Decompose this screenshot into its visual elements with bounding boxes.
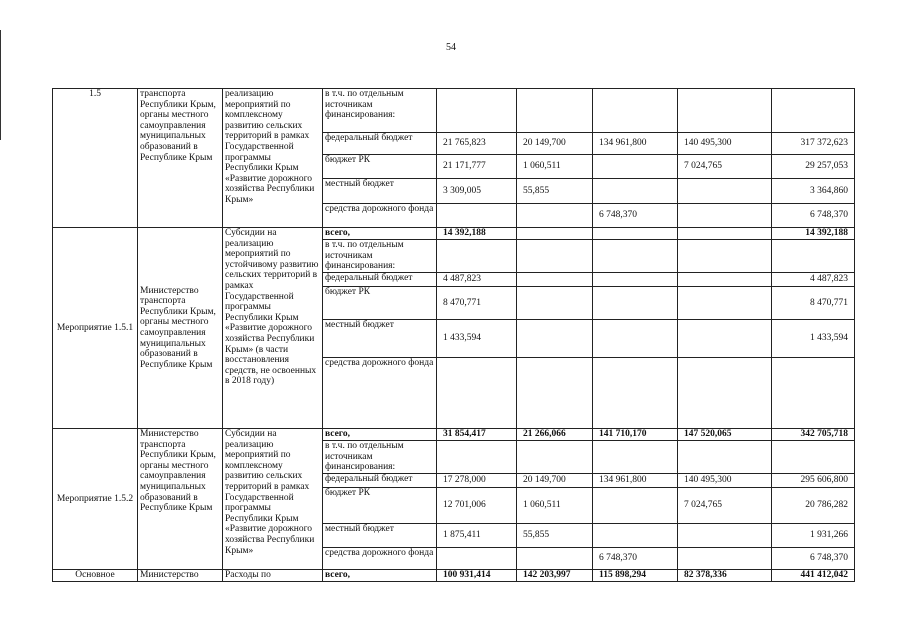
amount-y2020: 1 060,511 [517, 488, 593, 524]
amount-y2022 [678, 524, 772, 548]
funding-source: местный бюджет [323, 320, 437, 358]
amount-y2022 [678, 204, 772, 228]
amount-total [772, 441, 855, 474]
amount-y2021 [593, 524, 678, 548]
amount-y2021 [593, 287, 678, 320]
amount-total: 441 412,042 [772, 570, 855, 582]
amount-y2019: 31 854,417 [437, 429, 517, 441]
amount-y2019: 21 171,777 [437, 155, 517, 179]
amount-total: 3 364,860 [772, 179, 855, 204]
measure-index: Основное [53, 570, 138, 582]
amount-y2020: 55,855 [517, 179, 593, 204]
funding-source: федеральный бюджет [323, 273, 437, 287]
funding-source: средства дорожного фонда [323, 358, 437, 429]
amount-y2019: 1 433,594 [437, 320, 517, 358]
amount-y2021: 6 748,370 [593, 548, 678, 570]
executor-cell: Министерство транспорта Республики Крым, органы местного самоуправления муниципальных образований в Республике Крым [138, 429, 223, 570]
amount-y2019: 12 701,006 [437, 488, 517, 524]
amount-y2021 [593, 358, 678, 429]
amount-y2022 [678, 358, 772, 429]
measure-index: 1.5 [53, 89, 138, 228]
amount-y2021 [593, 441, 678, 474]
amount-y2022: 140 495,300 [678, 133, 772, 155]
amount-y2020: 55,855 [517, 524, 593, 548]
amount-y2021 [593, 179, 678, 204]
amount-y2020 [517, 204, 593, 228]
action-cell: Субсидии на реализацию мероприятий по устойчивому развитию сельских территорий в рамках Государственной программы Республики Крым «Развитие дорожного хозяйства Республики Крым» (в части восстановления средств, не освоенных в 2018 году) [223, 228, 323, 429]
table-row [53, 570, 855, 582]
amount-y2022 [678, 320, 772, 358]
amount-y2020 [517, 441, 593, 474]
amount-y2020 [517, 273, 593, 287]
amount-total: 8 470,771 [772, 287, 855, 320]
executor-cell: Министерство транспорта Республики Крым, органы местного самоуправления муниципальных образований в Республике Крым [138, 228, 223, 429]
amount-y2019 [437, 89, 517, 133]
funding-source: местный бюджет [323, 524, 437, 548]
amount-y2019: 21 765,823 [437, 133, 517, 155]
amount-y2020 [517, 228, 593, 240]
amount-y2022 [678, 240, 772, 273]
amount-total: 342 705,718 [772, 429, 855, 441]
measure-index: Мероприятие 1.5.2 [53, 429, 138, 570]
amount-y2020: 1 060,511 [517, 155, 593, 179]
amount-y2021 [593, 89, 678, 133]
amount-total: 6 748,370 [772, 204, 855, 228]
amount-y2019 [437, 204, 517, 228]
amount-y2019: 8 470,771 [437, 287, 517, 320]
amount-y2021: 141 710,170 [593, 429, 678, 441]
amount-total: 1 931,266 [772, 524, 855, 548]
action-cell: реализацию мероприятий по комплексному развитию сельских территорий в рамках Государственной программы Республики Крым «Развитие дорожного хозяйства Республики Крым» [223, 89, 323, 228]
amount-y2022 [678, 441, 772, 474]
amount-y2020: 20 149,700 [517, 133, 593, 155]
funding-source: средства дорожного фонда [323, 548, 437, 570]
amount-y2021 [593, 273, 678, 287]
amount-y2020: 20 149,700 [517, 474, 593, 488]
amount-y2021 [593, 240, 678, 273]
amount-y2019: 14 392,188 [437, 228, 517, 240]
amount-total: 29 257,053 [772, 155, 855, 179]
amount-total: 1 433,594 [772, 320, 855, 358]
amount-y2021: 115 898,294 [593, 570, 678, 582]
amount-total: 317 372,623 [772, 133, 855, 155]
funding-source: в т.ч. по отдельным источникам финансирования: [323, 240, 437, 273]
funding-source: бюджет РК [323, 287, 437, 320]
amount-y2021 [593, 320, 678, 358]
amount-y2020 [517, 548, 593, 570]
amount-y2020 [517, 89, 593, 133]
amount-y2022: 147 520,065 [678, 429, 772, 441]
amount-y2021 [593, 488, 678, 524]
funding-source: всего, [323, 429, 437, 441]
amount-y2022 [678, 548, 772, 570]
amount-y2022 [678, 228, 772, 240]
amount-y2021 [593, 155, 678, 179]
amount-y2020: 21 266,066 [517, 429, 593, 441]
amount-y2022 [678, 273, 772, 287]
amount-total: 20 786,282 [772, 488, 855, 524]
amount-y2022 [678, 287, 772, 320]
action-cell: Субсидии на реализацию мероприятий по комплексному развитию сельских территорий в рамках Государственной программы Республики Крым «Развитие дорожного хозяйства Республики Крым» [223, 429, 323, 570]
table-row [53, 228, 855, 240]
amount-y2019: 1 875,411 [437, 524, 517, 548]
amount-y2022 [678, 89, 772, 133]
amount-y2020 [517, 287, 593, 320]
amount-y2019 [437, 548, 517, 570]
amount-y2020 [517, 320, 593, 358]
amount-y2019 [437, 441, 517, 474]
action-cell: Расходы по [223, 570, 323, 582]
page-edge-mark [0, 30, 1, 140]
funding-source: бюджет РК [323, 488, 437, 524]
funding-source: местный бюджет [323, 179, 437, 204]
page-number: 54 [446, 42, 456, 53]
amount-y2022 [678, 179, 772, 204]
amount-y2021: 134 961,800 [593, 474, 678, 488]
amount-total [772, 240, 855, 273]
amount-y2020 [517, 358, 593, 429]
amount-y2019: 4 487,823 [437, 273, 517, 287]
funding-source: федеральный бюджет [323, 133, 437, 155]
funding-source: бюджет РК [323, 155, 437, 179]
amount-total: 6 748,370 [772, 548, 855, 570]
funding-source: в т.ч. по отдельным источникам финансирования: [323, 441, 437, 474]
amount-y2019: 17 278,000 [437, 474, 517, 488]
funding-source: средства дорожного фонда [323, 204, 437, 228]
amount-y2019 [437, 240, 517, 273]
amount-y2019 [437, 358, 517, 429]
amount-y2019: 3 309,005 [437, 179, 517, 204]
amount-total [772, 358, 855, 429]
funding-source: в т.ч. по отдельным источникам финансирования: [323, 89, 437, 133]
table-row [53, 429, 855, 441]
amount-y2021 [593, 228, 678, 240]
amount-y2021: 6 748,370 [593, 204, 678, 228]
funding-source: федеральный бюджет [323, 474, 437, 488]
amount-y2022: 82 378,336 [678, 570, 772, 582]
amount-y2020: 142 203,997 [517, 570, 593, 582]
executor-cell: транспорта Республики Крым, органы местного самоуправления муниципальных образований в Республике Крым [138, 89, 223, 228]
amount-y2021: 134 961,800 [593, 133, 678, 155]
amount-total: 4 487,823 [772, 273, 855, 287]
amount-y2022: 7 024,765 [678, 488, 772, 524]
amount-y2022: 7 024,765 [678, 155, 772, 179]
funding-source: всего, [323, 228, 437, 240]
amount-total: 295 606,800 [772, 474, 855, 488]
budget-table [52, 88, 855, 582]
amount-total [772, 89, 855, 133]
amount-y2022: 140 495,300 [678, 474, 772, 488]
amount-y2019: 100 931,414 [437, 570, 517, 582]
table-row [53, 89, 855, 133]
measure-index: Мероприятие 1.5.1 [53, 228, 138, 429]
executor-cell: Министерство [138, 570, 223, 582]
amount-y2020 [517, 240, 593, 273]
funding-source: всего, [323, 570, 437, 582]
amount-total: 14 392,188 [772, 228, 855, 240]
